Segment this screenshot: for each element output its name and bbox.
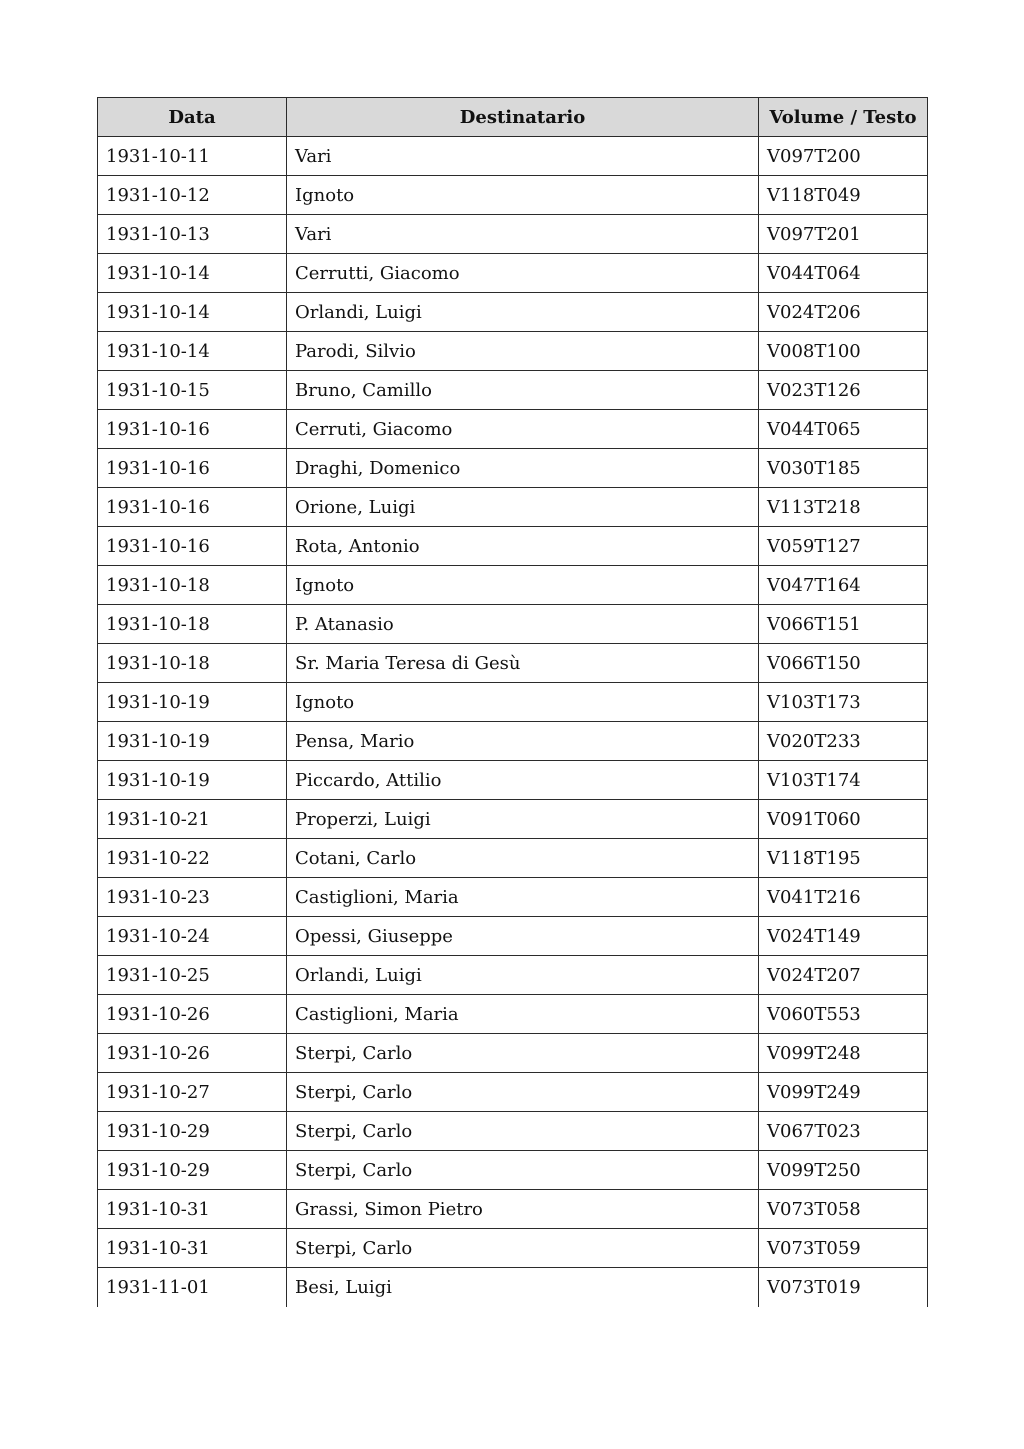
table-row: [98, 566, 928, 605]
recipient-cell: Sterpi, Carlo: [287, 1229, 759, 1268]
table-row: [98, 1190, 928, 1229]
table-row: [98, 605, 928, 644]
table-row: [98, 683, 928, 722]
header-date: Data: [98, 98, 287, 137]
date-cell: 1931-10-14: [98, 293, 287, 332]
table-row: [98, 371, 928, 410]
date-cell: 1931-10-13: [98, 215, 287, 254]
volume-text-cell: V024T206: [759, 293, 928, 332]
volume-text-cell: V073T019: [759, 1268, 928, 1307]
recipient-cell: Grassi, Simon Pietro: [287, 1190, 759, 1229]
recipient-cell: Properzi, Luigi: [287, 800, 759, 839]
recipient-cell: Vari: [287, 215, 759, 254]
table-row: [98, 449, 928, 488]
date-cell: 1931-10-22: [98, 839, 287, 878]
date-cell: 1931-10-26: [98, 1034, 287, 1073]
recipient-cell: Orlandi, Luigi: [287, 293, 759, 332]
table-row: [98, 215, 928, 254]
volume-text-cell: V060T553: [759, 995, 928, 1034]
date-cell: 1931-10-16: [98, 527, 287, 566]
volume-text-cell: V066T150: [759, 644, 928, 683]
date-cell: 1931-10-16: [98, 449, 287, 488]
table-row: [98, 644, 928, 683]
date-cell: 1931-10-14: [98, 332, 287, 371]
recipient-cell: Orione, Luigi: [287, 488, 759, 527]
date-cell: 1931-10-19: [98, 683, 287, 722]
table-row: [98, 995, 928, 1034]
date-cell: 1931-10-29: [98, 1151, 287, 1190]
recipient-cell: Parodi, Silvio: [287, 332, 759, 371]
volume-text-cell: V020T233: [759, 722, 928, 761]
header-row: [98, 98, 928, 137]
volume-text-cell: V023T126: [759, 371, 928, 410]
table-header: [98, 98, 928, 137]
date-cell: 1931-10-27: [98, 1073, 287, 1112]
table-row: [98, 1151, 928, 1190]
recipient-cell: Rota, Antonio: [287, 527, 759, 566]
recipient-cell: Orlandi, Luigi: [287, 956, 759, 995]
date-cell: 1931-10-18: [98, 566, 287, 605]
date-cell: 1931-10-19: [98, 761, 287, 800]
table-body: [98, 137, 928, 1307]
date-cell: 1931-10-12: [98, 176, 287, 215]
volume-text-cell: V099T250: [759, 1151, 928, 1190]
table-row: [98, 761, 928, 800]
volume-text-cell: V066T151: [759, 605, 928, 644]
table-row: [98, 137, 928, 176]
recipient-cell: Sterpi, Carlo: [287, 1112, 759, 1151]
recipient-cell: Castiglioni, Maria: [287, 878, 759, 917]
date-cell: 1931-10-19: [98, 722, 287, 761]
volume-text-cell: V041T216: [759, 878, 928, 917]
date-cell: 1931-10-16: [98, 410, 287, 449]
header-recipient: Destinatario: [287, 98, 759, 137]
volume-text-cell: V059T127: [759, 527, 928, 566]
table-row: [98, 878, 928, 917]
table-row: [98, 1268, 928, 1307]
recipient-cell: Bruno, Camillo: [287, 371, 759, 410]
recipient-cell: Sterpi, Carlo: [287, 1151, 759, 1190]
date-cell: 1931-10-14: [98, 254, 287, 293]
date-cell: 1931-11-01: [98, 1268, 287, 1307]
table-row: [98, 410, 928, 449]
table-row: [98, 293, 928, 332]
date-cell: 1931-10-18: [98, 605, 287, 644]
letters-index-table: [97, 97, 928, 1307]
volume-text-cell: V099T248: [759, 1034, 928, 1073]
recipient-cell: Pensa, Mario: [287, 722, 759, 761]
volume-text-cell: V073T058: [759, 1190, 928, 1229]
date-cell: 1931-10-21: [98, 800, 287, 839]
volume-text-cell: V073T059: [759, 1229, 928, 1268]
volume-text-cell: V044T064: [759, 254, 928, 293]
recipient-cell: Castiglioni, Maria: [287, 995, 759, 1034]
table-row: [98, 1229, 928, 1268]
table-row: [98, 800, 928, 839]
table-row: [98, 956, 928, 995]
table-row: [98, 254, 928, 293]
volume-text-cell: V097T200: [759, 137, 928, 176]
date-cell: 1931-10-31: [98, 1229, 287, 1268]
recipient-cell: Cerruti, Giacomo: [287, 410, 759, 449]
table-row: [98, 722, 928, 761]
volume-text-cell: V008T100: [759, 332, 928, 371]
table-row: [98, 1112, 928, 1151]
table-row: [98, 917, 928, 956]
recipient-cell: Sterpi, Carlo: [287, 1034, 759, 1073]
volume-text-cell: V024T149: [759, 917, 928, 956]
table-row: [98, 839, 928, 878]
table-row: [98, 1073, 928, 1112]
volume-text-cell: V044T065: [759, 410, 928, 449]
date-cell: 1931-10-16: [98, 488, 287, 527]
date-cell: 1931-10-18: [98, 644, 287, 683]
recipient-cell: Sr. Maria Teresa di Gesù: [287, 644, 759, 683]
table-row: [98, 488, 928, 527]
date-cell: 1931-10-11: [98, 137, 287, 176]
recipient-cell: Sterpi, Carlo: [287, 1073, 759, 1112]
recipient-cell: Ignoto: [287, 566, 759, 605]
volume-text-cell: V113T218: [759, 488, 928, 527]
volume-text-cell: V118T049: [759, 176, 928, 215]
recipient-cell: P. Atanasio: [287, 605, 759, 644]
header-volume-text: Volume / Testo: [759, 98, 928, 137]
date-cell: 1931-10-29: [98, 1112, 287, 1151]
recipient-cell: Ignoto: [287, 683, 759, 722]
volume-text-cell: V067T023: [759, 1112, 928, 1151]
recipient-cell: Cotani, Carlo: [287, 839, 759, 878]
volume-text-cell: V103T174: [759, 761, 928, 800]
recipient-cell: Vari: [287, 137, 759, 176]
date-cell: 1931-10-25: [98, 956, 287, 995]
date-cell: 1931-10-24: [98, 917, 287, 956]
volume-text-cell: V030T185: [759, 449, 928, 488]
recipient-cell: Piccardo, Attilio: [287, 761, 759, 800]
recipient-cell: Cerrutti, Giacomo: [287, 254, 759, 293]
volume-text-cell: V103T173: [759, 683, 928, 722]
date-cell: 1931-10-23: [98, 878, 287, 917]
volume-text-cell: V097T201: [759, 215, 928, 254]
recipient-cell: Besi, Luigi: [287, 1268, 759, 1307]
volume-text-cell: V047T164: [759, 566, 928, 605]
volume-text-cell: V091T060: [759, 800, 928, 839]
recipient-cell: Ignoto: [287, 176, 759, 215]
table-row: [98, 1034, 928, 1073]
date-cell: 1931-10-15: [98, 371, 287, 410]
volume-text-cell: V099T249: [759, 1073, 928, 1112]
table-row: [98, 176, 928, 215]
table-row: [98, 527, 928, 566]
recipient-cell: Draghi, Domenico: [287, 449, 759, 488]
date-cell: 1931-10-26: [98, 995, 287, 1034]
volume-text-cell: V118T195: [759, 839, 928, 878]
date-cell: 1931-10-31: [98, 1190, 287, 1229]
recipient-cell: Opessi, Giuseppe: [287, 917, 759, 956]
table-row: [98, 332, 928, 371]
volume-text-cell: V024T207: [759, 956, 928, 995]
